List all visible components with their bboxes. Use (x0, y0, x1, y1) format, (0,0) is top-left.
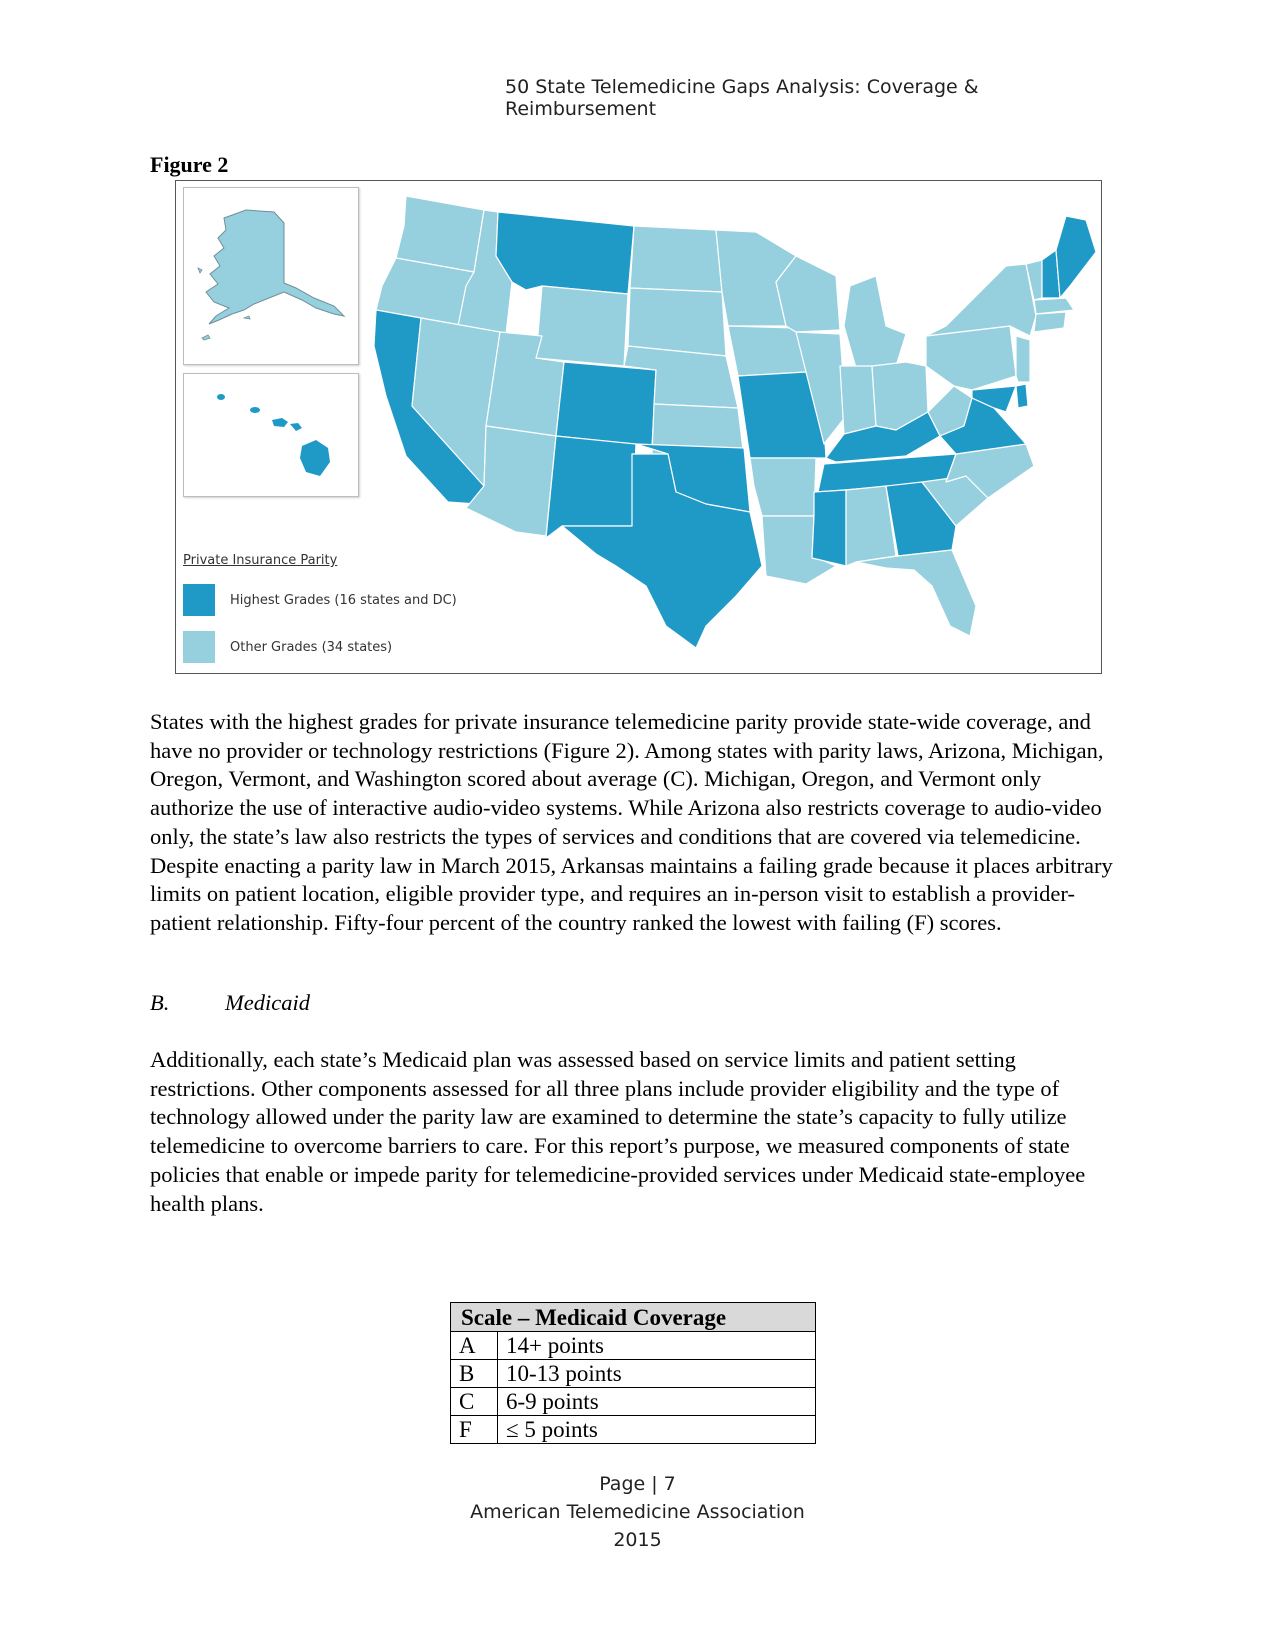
state-pennsylvania (926, 326, 1016, 390)
figure-title: Figure 2 (150, 152, 229, 177)
paragraph-private-insurance: States with the highest grades for private insurance telemedicine parity provide state-wide coverage, and have no provider or technology restrictions (Figure 2). Among states with parity laws, Arizona, Michigan, Oregon, Vermont, and Washington scored about average (C). Michigan, Oregon, and Vermont only authorize the use of interactive audio-video systems. While Arizona also restricts coverage to audio-video only, the state’s law also restricts the types of services and conditions that are covered via telemedicine. Despite enacting a parity law in March 2015, Arkansas maintains a failing grade because it places arbitrary limits on patient location, eligible provider type, and requires an in-person visit to establish a provider-patient relationship. Fifty-four percent of the country ranked the lowest with failing (F) scores. (150, 709, 1113, 935)
state-michigan (844, 276, 906, 368)
state-new-york (926, 264, 1036, 336)
table-title: Scale – Medicaid Coverage (451, 1303, 816, 1332)
state-south-dakota (628, 288, 726, 356)
state-colorado (556, 362, 656, 446)
table-row (451, 1360, 816, 1388)
state-new-jersey (1016, 336, 1030, 382)
footer-organization: American Telemedicine Association (470, 1501, 805, 1523)
state-montana (496, 212, 634, 294)
alaska-inset (183, 187, 359, 365)
state-iowa (728, 326, 806, 376)
table-row (451, 1332, 816, 1360)
legend-swatch-highest (183, 584, 215, 616)
state-delaware (1016, 384, 1028, 408)
paragraph-medicaid: Additionally, each state’s Medicaid plan was assessed based on service limits and patient setting restrictions. Other components assessed for all three plans include provider eligibility and the type of technology allowed under the parity law are examined to determine the state’s capacity to fully utilize telemedicine to overcome barriers to care. For this report’s purpose, we measured components of state policies that enable or impede parity for telemedicine-provided services under Medicaid state-employee health plans. (150, 1047, 1086, 1216)
hawaii-inset (183, 373, 359, 497)
legend-label-highest: Highest Grades (16 states and DC) (230, 592, 457, 608)
running-header: 50 State Telemedicine Gaps Analysis: Coverage & Reimbursement (505, 76, 979, 120)
points-cell: 14+ points (498, 1332, 816, 1360)
table-row (451, 1388, 816, 1416)
state-florida (856, 550, 976, 636)
parity-map-figure (175, 180, 1102, 674)
grade-cell: B (451, 1360, 498, 1388)
state-connecticut-ri (1034, 312, 1066, 332)
points-cell: 6-9 points (498, 1388, 816, 1416)
state-indiana (840, 366, 876, 434)
state-arkansas (750, 458, 816, 516)
alaska-map (184, 188, 358, 364)
points-cell: 10-13 points (498, 1360, 816, 1388)
state-wyoming (536, 286, 628, 366)
section-letter: B. (150, 990, 170, 1015)
grade-cell: A (451, 1332, 498, 1360)
footer-page-number: Page | 7 (599, 1473, 676, 1495)
state-north-dakota (630, 226, 722, 292)
legend-label-other: Other Grades (34 states) (230, 639, 393, 655)
section-title: Medicaid (225, 990, 310, 1015)
state-massachusetts (1034, 298, 1074, 314)
state-mississippi (812, 490, 846, 566)
points-cell: ≤ 5 points (498, 1416, 816, 1444)
legend-swatch-other (183, 631, 215, 663)
table-row (451, 1416, 816, 1444)
section-heading-medicaid (150, 990, 310, 1016)
state-new-mexico (546, 436, 636, 538)
table-header-row (451, 1303, 816, 1332)
medicaid-scale-table (450, 1302, 816, 1444)
us-states-map (366, 186, 1096, 661)
legend-title: Private Insurance Parity (183, 553, 338, 568)
hawaii-map (184, 374, 358, 496)
legend-item-other (183, 631, 392, 663)
footer-year: 2015 (613, 1529, 662, 1551)
state-maine (1056, 216, 1096, 298)
grade-cell: F (451, 1416, 498, 1444)
grade-cell: C (451, 1388, 498, 1416)
